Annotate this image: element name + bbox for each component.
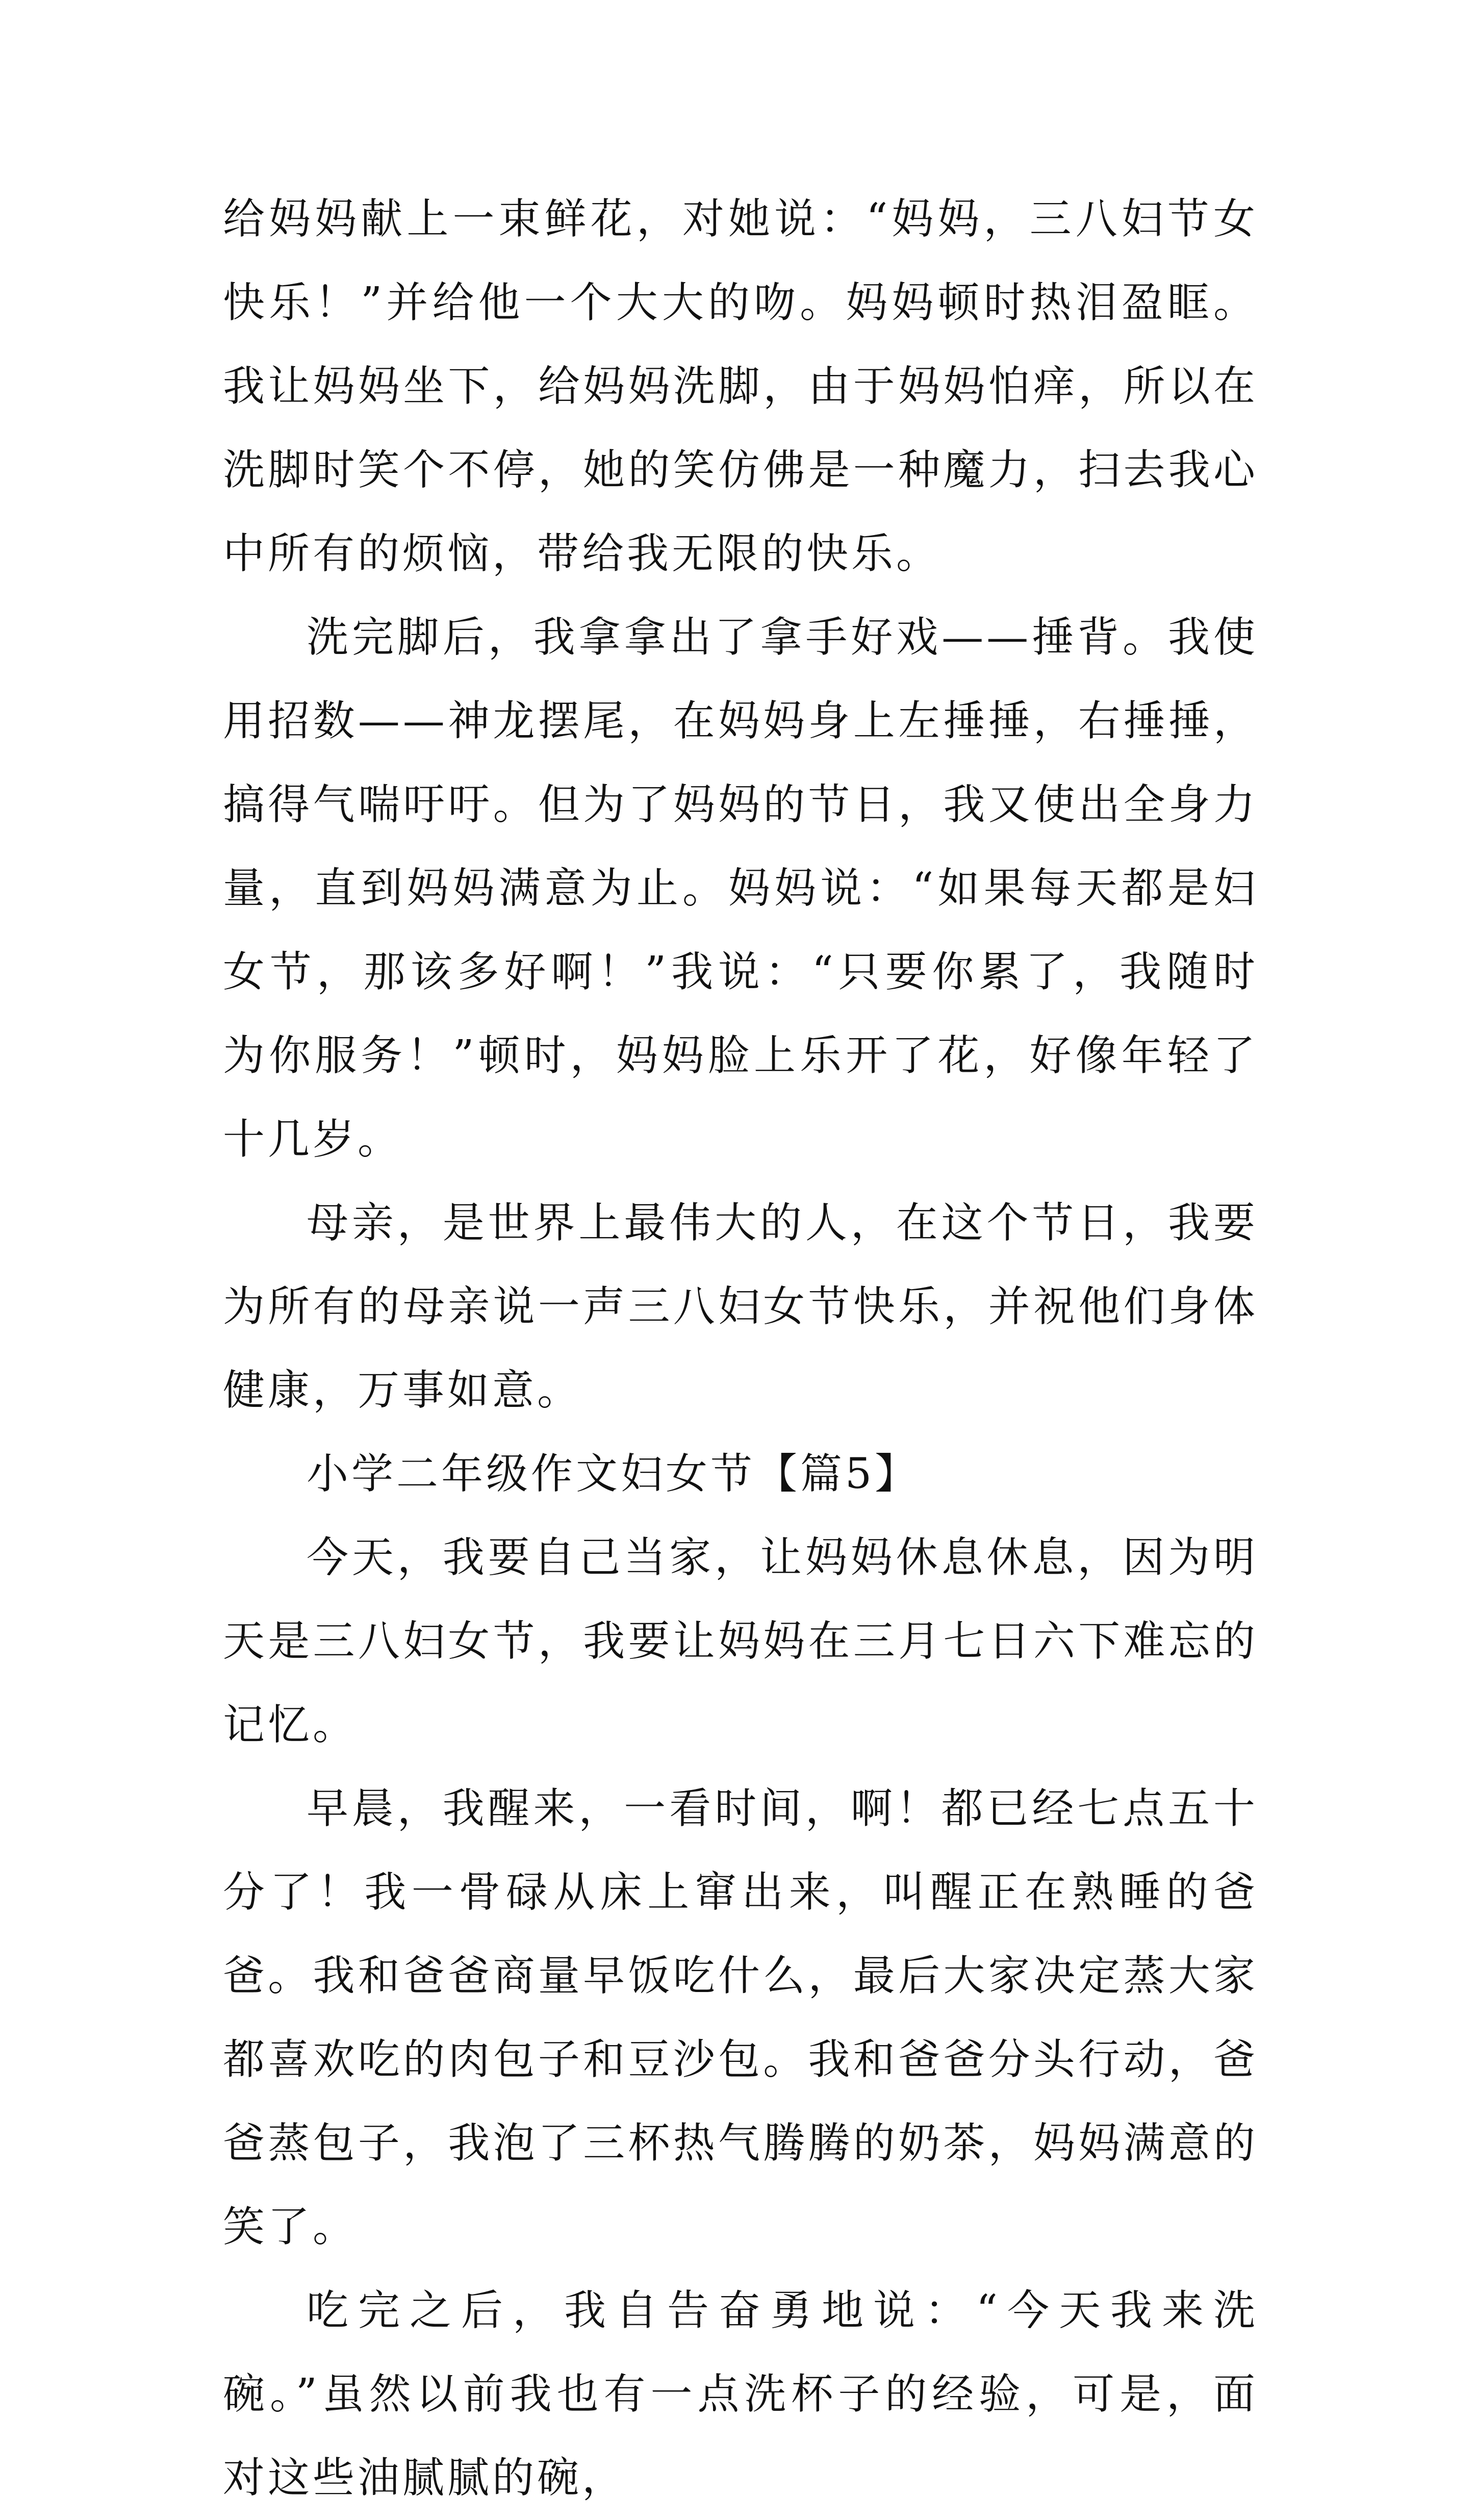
paragraph-4: 今天，我要自己当家，让妈妈休息休息，因为明天是三八妇女节，我要让妈妈在三月七日六下难忘的记忆。 <box>223 1533 1258 1749</box>
document-body <box>223 178 1258 2520</box>
paragraph-6: 吃完之后，我自告奋勇地说：“今天我来洗碗。”虽然以前我也有一点洗杯子的经验，可是，面对这些油腻腻的碗， <box>223 2286 1258 2502</box>
paragraph-2: 洗完脚后，我拿拿出了拿手好戏——捶背。我使用招数——神龙摆尾，在妈妈身上左捶捶，右捶捶，搞得气喘吁吁。但为了妈妈的节日，我又使出全身力量，直到妈妈满意为止。妈妈说：“如果每天都是妇女节，那该多好啊！”我说：“只要你累了，我随时为你服务！”顿时，妈妈脸上乐开了花，好像年轻了十几岁。 <box>223 613 1258 1164</box>
section-heading: 小学二年级作文妇女节【篇5】 <box>307 1450 920 1498</box>
paragraph-1: 给妈妈献上一束鲜花，对她说：“妈妈，三八妇节女快乐！”并给他一个大大的吻。妈妈顿时热泪盈眶。我让妈妈坐下，给妈妈洗脚，由于妈妈怕痒，所以在洗脚时笑个不停，她的笑仿佛是一种魔力，扫去我心中所有的烦恼，带给我无限的快乐。 <box>223 195 1258 578</box>
paragraph-3: 母亲，是世界上最伟大的人，在这个节日，我要为所有的母亲说一声三八妇女节快乐，并祝他们身体健康，万事如意。 <box>223 1199 1258 1415</box>
paragraph-5: 早晨，我醒来，一看时间，啊！都已经七点五十分了！我一骨碌从床上窜出来，叫醒正在熟睡的爸爸。我和爸爸商量早饭吃什么，最后大家决定蒸大家都喜欢吃的肉包子和豆沙包。我和爸爸分头行动，爸爸蒸包子，我泡了三杯热气腾腾的奶茶，妈妈满意的笑了。 <box>223 1784 1258 2251</box>
